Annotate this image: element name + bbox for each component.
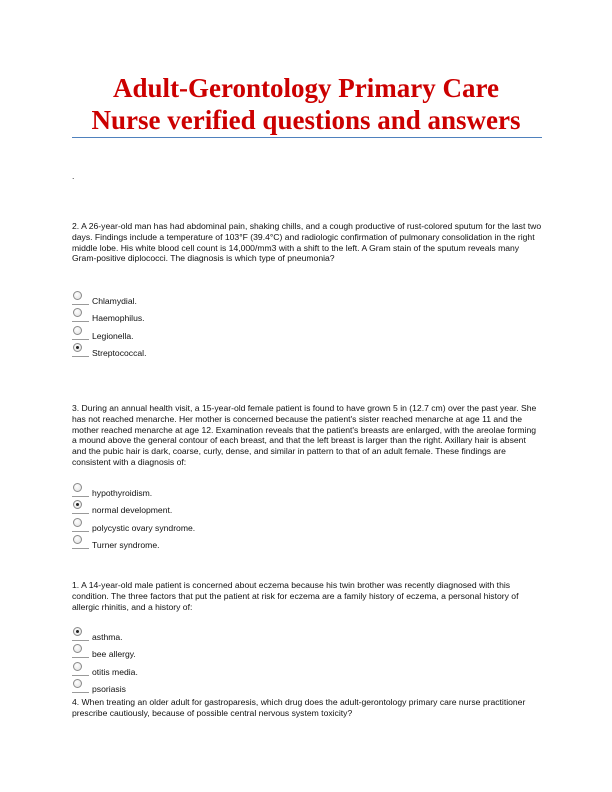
option-underline bbox=[72, 531, 89, 532]
option-underline bbox=[72, 675, 89, 676]
option-label: Streptococcal. bbox=[92, 348, 147, 358]
radio-button[interactable] bbox=[73, 518, 82, 527]
radio-button[interactable] bbox=[73, 644, 82, 653]
document-title-line-2: Nurse verified questions and answers bbox=[91, 105, 521, 135]
option-label: Haemophilus. bbox=[92, 313, 145, 323]
title-divider bbox=[72, 137, 542, 138]
option-label: bee allergy. bbox=[92, 649, 136, 659]
option-label: asthma. bbox=[92, 632, 123, 642]
question-text: 1. A 14-year-old male patient is concerned about eczema because his twin brother was recently diagnosed with this condition. The three factors that put the patient at risk for eczema are a family history of eczema, a personal history of allergic rhinitis, and a history of: bbox=[72, 580, 519, 612]
question-text: 3. During an annual health visit, a 15-year-old female patient is found to have grown 5 in (12.7 cm) over the past year. She has not reached menarche. Her mother is concerned because the patient's sister reached menarche at age 11 and the mother reached menarche at age 12. Examination reveals that the patient's breasts are enlarged, with the areolae forming a mound above the general contour of each breast, and that the left breast is larger than the right. Axillary hair is absent and the pubic hair is dark, coarse, curly, dense, and similar in pattern to that of an adult female. These findings are consistent with a diagnosis of: bbox=[72, 403, 537, 467]
radio-button[interactable] bbox=[73, 291, 82, 300]
radio-button[interactable] bbox=[73, 679, 82, 688]
option-underline bbox=[72, 548, 89, 549]
option-underline bbox=[72, 304, 89, 305]
option-label: Turner syndrome. bbox=[92, 540, 160, 550]
document-title-line-1: Adult-Gerontology Primary Care bbox=[113, 73, 499, 103]
question-text: 2. A 26-year-old man has had abdominal pain, shaking chills, and a cough productive of rust-colored sputum for the last two days. Findings include a temperature of 103°F (39.4°C) and radiologic confirmation of pulmonary consolidation in the right middle lobe. His white blood cell count is 14,000/mm3 with a shift to the left. A Gram stain of the sputum reveals many Gram-positive diplococci. The diagnosis is which type of pneumonia? bbox=[72, 221, 542, 264]
option-label: normal development. bbox=[92, 505, 173, 515]
option-underline bbox=[72, 356, 89, 357]
radio-button-selected[interactable] bbox=[73, 343, 82, 352]
option-underline bbox=[72, 657, 89, 658]
option-label: psoriasis bbox=[92, 684, 126, 694]
radio-button[interactable] bbox=[73, 535, 82, 544]
radio-button[interactable] bbox=[73, 483, 82, 492]
radio-button[interactable] bbox=[73, 662, 82, 671]
option-underline bbox=[72, 339, 89, 340]
option-label: Legionella. bbox=[92, 331, 134, 341]
option-underline bbox=[72, 496, 89, 497]
option-underline bbox=[72, 640, 89, 641]
option-label: polycystic ovary syndrome. bbox=[92, 523, 196, 533]
separator-dot: . bbox=[72, 171, 75, 181]
option-label: Chlamydial. bbox=[92, 296, 137, 306]
option-underline bbox=[72, 692, 89, 693]
question-text: 4. When treating an older adult for gastroparesis, which drug does the adult-gerontology primary care nurse practitioner prescribe cautiously, because of possible central nervous system toxicity? bbox=[72, 697, 526, 718]
radio-button[interactable] bbox=[73, 326, 82, 335]
radio-button-selected[interactable] bbox=[73, 500, 82, 509]
option-label: hypothyroidism. bbox=[92, 488, 153, 498]
option-underline bbox=[72, 321, 89, 322]
option-label: otitis media. bbox=[92, 667, 138, 677]
radio-button-selected[interactable] bbox=[73, 627, 82, 636]
option-underline bbox=[72, 513, 89, 514]
radio-button[interactable] bbox=[73, 308, 82, 317]
